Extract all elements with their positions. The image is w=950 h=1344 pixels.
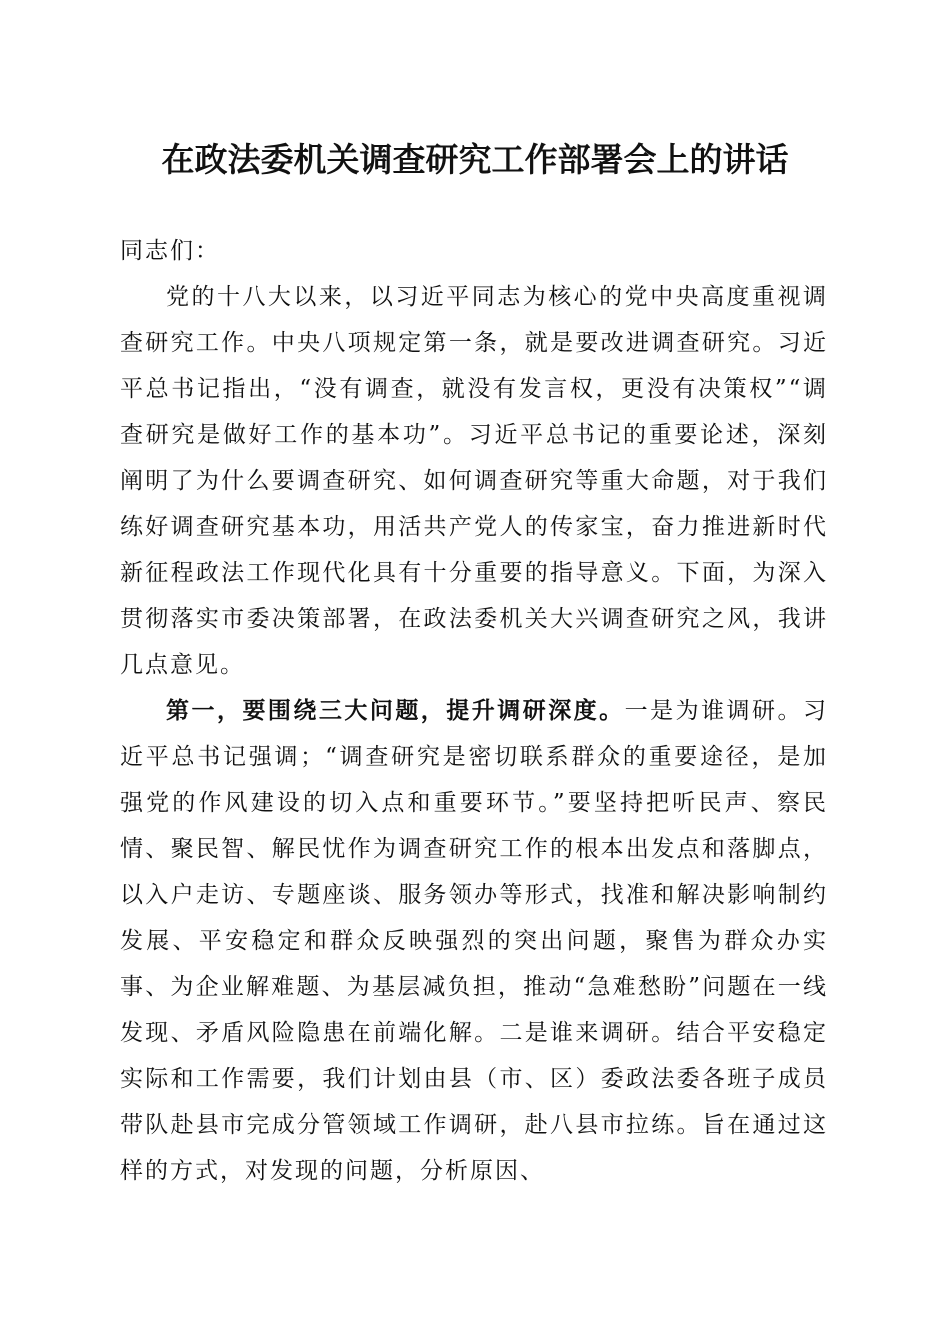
section-heading-first: 第一，要围绕三大问题，提升调研深度。 (166, 697, 625, 724)
paragraph-first-point (120, 688, 828, 1194)
paragraph-first-point-body: 一是为谁调研。习近平总书记强调；“调查研究是密切联系群众的重要途径，是加强党的作风建设的切入点和重要环节。”要坚持把听民声、察民情、聚民智、解民忧作为调查研究工作的根本出发点和落脚点，以入户走访、专题座谈、服务领办等形式，找准和解决影响制约发展、平安稳定和群众反映强烈的突出问题，聚售为群众办实事、为企业解难题、为基层减负担，推动“急难愁盼”问题在一线发现、矛盾风险隐患在前端化解。二是谁来调研。结合平安稳定实际和工作需要，我们计划由县（市、区）委政法委各班子成员带队赴县市完成分管领域工作调研，赴八县市拉练。旨在通过这样的方式，对发现的问题，分析原因、 (120, 698, 829, 1184)
paragraph-intro: 党的十八大以来，以习近平同志为核心的党中央高度重视调查研究工作。中央八项规定第一条，就是要改进调查研究。习近平总书记指出，“没有调查，就没有发言权，更没有决策权”“调查研究是做好工作的基本功”。习近平总书记的重要论述，深刻阐明了为什么要调查研究、如何调查研究等重大命题，对于我们练好调查研究基本功，用活共产党人的传家宝，奋力推进新时代新征程政法工作现代化具有十分重要的指导意义。下面，为深入贯彻落实市委决策部署，在政法委机关大兴调查研究之风，我讲几点意见。 (120, 284, 828, 678)
document-body (120, 228, 828, 1194)
document-title: 在政法委机关调查研究工作部署会上的讲话 (161, 140, 789, 179)
salutation: 同志们： (120, 238, 220, 264)
